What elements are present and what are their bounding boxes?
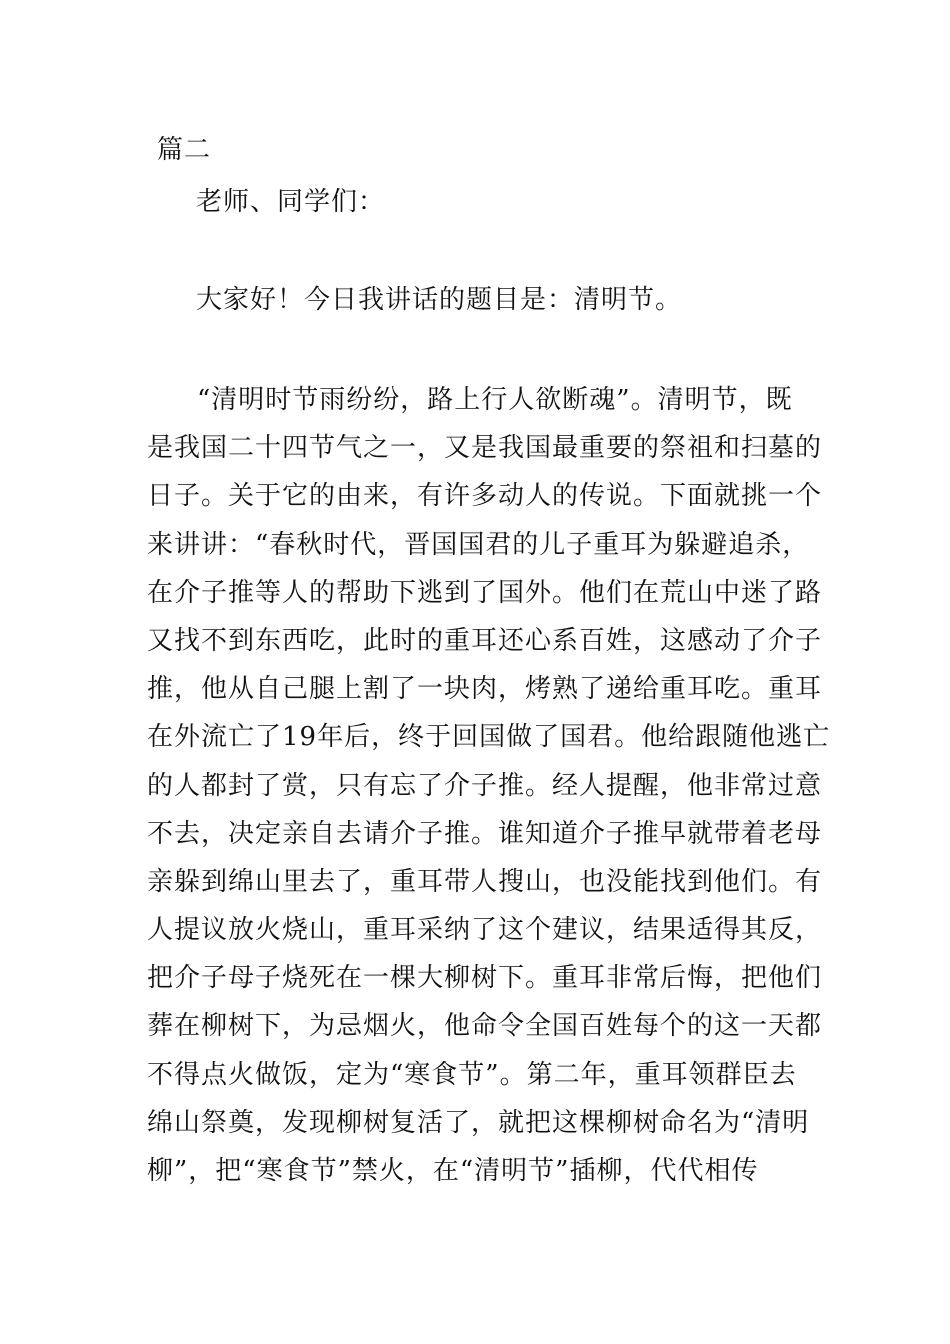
section-title: 篇二 <box>157 135 212 165</box>
paragraph-line: 不去，决定亲自去请介子推。谁知道介子推早就带着老母 <box>147 818 823 849</box>
paragraph-line: 又找不到东西吃，此时的重耳还心系百姓，这感动了介子 <box>147 625 823 656</box>
intro-line: 大家好！今日我讲话的题目是：清明节。 <box>196 285 683 315</box>
paragraph-line: 不得点火做饭，定为“寒食节”。第二年，重耳领群臣去 <box>147 1059 797 1090</box>
paragraph-line: 人提议放火烧山，重耳采纳了这个建议，结果适得其反， <box>147 915 823 946</box>
paragraph-line: 来讲讲：“春秋时代，晋国国君的儿子重耳为躲避追杀， <box>147 529 810 560</box>
paragraph-line: 柳”，把“寒食节”禁火，在“清明节”插柳，代代相传 <box>147 1156 759 1186</box>
paragraph-line: 在外流亡了19年后，终于回国做了国君。他给跟随他逃亡 <box>147 722 831 753</box>
paragraph-line: 推，他从自己腿上割了一块肉，烤熟了递给重耳吃。重耳 <box>147 674 823 705</box>
greeting-line: 老师、同学们： <box>196 187 386 217</box>
paragraph-line: 亲躲到绵山里去了，重耳带人搜山，也没能找到他们。有 <box>147 866 823 897</box>
paragraph-line: “清明时节雨纷纷，路上行人欲断魂”。清明节，既 <box>197 385 793 415</box>
paragraph-line: 是我国二十四节气之一，又是我国最重要的祭祖和扫墓的 <box>147 433 823 464</box>
paragraph-line: 的人都封了赏，只有忘了介子推。经人提醒，他非常过意 <box>147 770 823 801</box>
paragraph-line: 葬在柳树下，为忌烟火，他命令全国百姓每个的这一天都 <box>147 1011 823 1042</box>
paragraph-line: 绵山祭奠，发现柳树复活了，就把这棵柳树命名为“清明 <box>147 1107 810 1138</box>
paragraph-line: 把介子母子烧死在一棵大柳树下。重耳非常后悔，把他们 <box>147 963 823 994</box>
paragraph-line: 在介子推等人的帮助下逃到了国外。他们在荒山中迷了路 <box>147 577 823 608</box>
paragraph-line: 日子。关于它的由来，有许多动人的传说。下面就挑一个 <box>147 481 823 512</box>
body-paragraph <box>147 376 831 1195</box>
